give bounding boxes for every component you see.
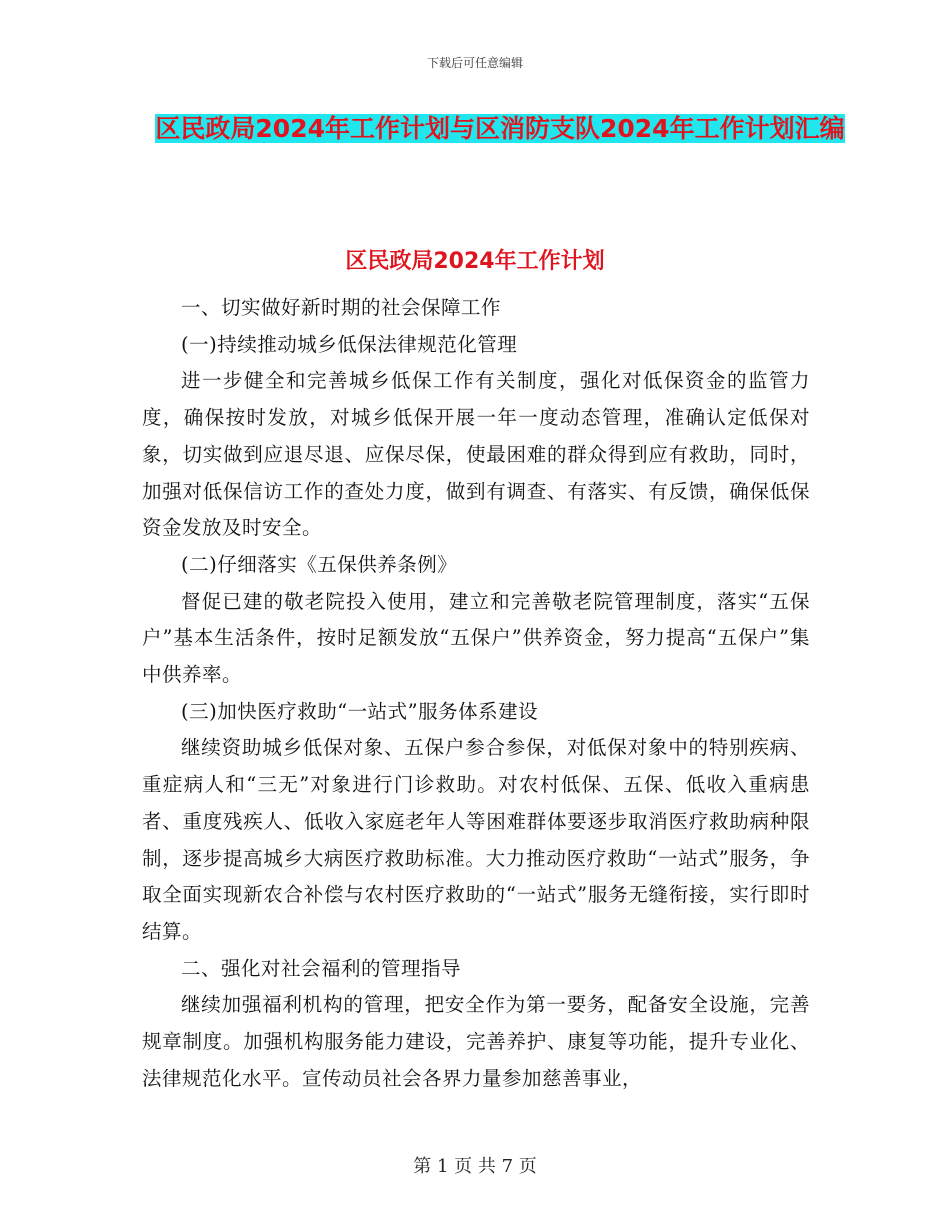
heading-1: 一、切实做好新时期的社会保障工作: [181, 296, 502, 319]
document-title: [140, 106, 860, 152]
subheading-2: (二)仔细落实《五保供养条例》: [181, 552, 458, 576]
document-title-text: 区民政局2024年工作计划与区消防支队2024年工作计划汇编: [155, 114, 845, 143]
paragraph: 督促已建的敬老院投入使用，建立和完善敬老院管理制度，落实“五保户”基本生活条件，按时足额发放“五保户”供养资金，努力提高“五保户”集中供养率。: [142, 589, 810, 687]
header-note: 下载后可任意编辑: [426, 56, 523, 70]
document-body: [142, 290, 810, 1097]
heading-2: 二、强化对社会福利的管理指导: [181, 956, 462, 980]
page-footer: 第 1 页 共 7 页: [413, 1156, 537, 1177]
subheading-3: (三)加快医疗救助“一站式”服务体系建设: [181, 699, 539, 723]
subheading-1: (一)持续推动城乡低保法律规范化管理: [181, 332, 518, 356]
section-title: 区民政局2024年工作计划: [345, 249, 605, 274]
paragraph: 继续加强福利机构的管理，把安全作为第一要务，配备安全设施，完善规章制度。加强机构服务能力建设，完善养护、康复等功能，提升专业化、法律规范化水平。宣传动员社会各界力量参加慈善事业，: [142, 993, 810, 1090]
paragraph: 继续资助城乡低保对象、五保户参合参保，对低保对象中的特别疾病、重症病人和“三无”对象进行门诊救助。对农村低保、五保、低收入重病患者、重度残疾人、低收入家庭老年人等困难群体要逐步取消医疗救助病种限制，逐步提高城乡大病医疗救助标准。大力推动医疗救助“一站式”服务，争取全面实现新农合补偿与农村医疗救助的“一站式”服务无缝衔接，实行即时结算。: [142, 736, 810, 943]
paragraph: 进一步健全和完善城乡低保工作有关制度，强化对低保资金的监管力度，确保按时发放，对城乡低保开展一年一度动态管理，准确认定低保对象，切实做到应退尽退、应保尽保，使最困难的群众得到应有救助，同时，加强对低保信访工作的查处力度，做到有调查、有落实、有反馈，确保低保资金发放及时安全。: [142, 369, 810, 540]
